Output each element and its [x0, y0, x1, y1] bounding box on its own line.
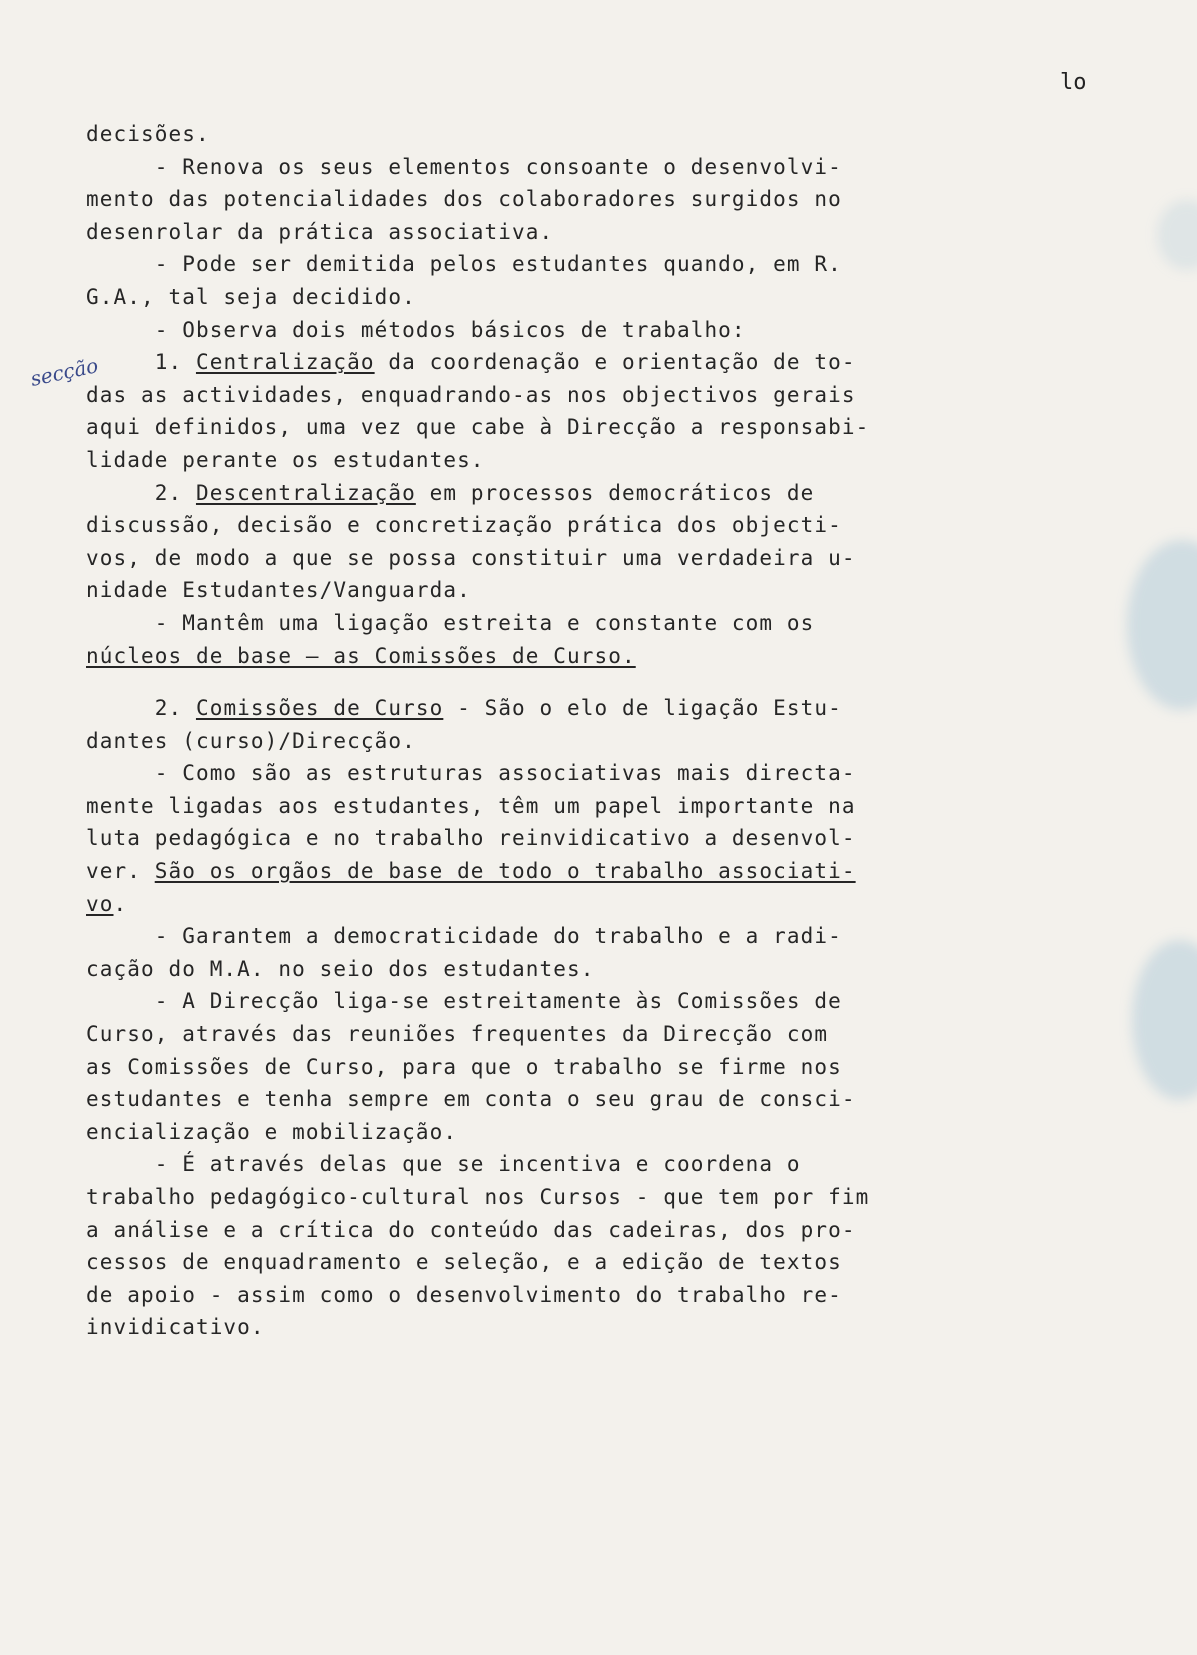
- text-line: [86, 216, 1096, 249]
- text-line: [86, 1181, 1096, 1214]
- text-line: [86, 1116, 1096, 1149]
- water-stain: [1157, 200, 1197, 270]
- line-text: 2.: [86, 480, 196, 505]
- line-text: 1.: [86, 350, 196, 375]
- line-text: .: [113, 891, 128, 916]
- line-text: Curso, através das reuniões frequentes da Direcção com: [86, 1022, 829, 1047]
- text-line: [86, 574, 1096, 607]
- text-line: [86, 953, 1096, 986]
- typewritten-body: [86, 118, 1096, 1344]
- line-text: aqui definidos, uma vez que cabe à Direcção a responsabi-: [86, 415, 870, 440]
- text-line: [86, 607, 1096, 640]
- text-line: [86, 920, 1096, 953]
- text-line: [86, 281, 1096, 314]
- text-line: [86, 314, 1096, 347]
- text-line: [86, 1018, 1096, 1051]
- text-line: [86, 888, 1096, 921]
- line-text: - Pode ser demitida pelos estudantes quando, em R.: [86, 252, 842, 277]
- line-text: as Comissões de Curso, para que o trabalho se firme nos: [86, 1054, 842, 1079]
- line-text: - Como são as estruturas associativas mais directa-: [86, 761, 856, 786]
- text-line: [86, 1311, 1096, 1344]
- underlined-text: Comissões de Curso: [195, 696, 444, 721]
- water-stain: [1132, 940, 1197, 1100]
- paragraph-gap: [86, 672, 1096, 692]
- line-text: em processos democráticos de: [415, 480, 815, 505]
- text-line: [86, 725, 1096, 758]
- text-line: [86, 822, 1096, 855]
- water-stain: [1127, 540, 1197, 710]
- line-text: - A Direcção liga-se estreitamente às Comissões de: [86, 989, 842, 1014]
- text-line: [86, 444, 1096, 477]
- line-text: cação do M.A. no seio dos estudantes.: [86, 956, 595, 981]
- line-text: encialização e mobilização.: [86, 1119, 458, 1144]
- line-text: cessos de enquadramento e seleção, e a edição de textos: [86, 1250, 842, 1275]
- underlined-text: núcleos de base — as Comissões de Curso.: [86, 643, 636, 668]
- line-text: mento das potencialidades dos colaboradores surgidos no: [86, 187, 842, 212]
- text-line: [86, 790, 1096, 823]
- line-text: - Mantêm uma ligação estreita e constante com os: [86, 610, 815, 635]
- line-text: - Garantem a democraticidade do trabalho e a radi-: [86, 924, 842, 949]
- underlined-text: vo: [86, 891, 114, 916]
- underlined-text: Descentralização: [195, 480, 416, 505]
- line-text: G.A., tal seja decidido.: [86, 284, 416, 309]
- text-line: [86, 855, 1096, 888]
- line-text: das as actividades, enquadrando-as nos objectivos gerais: [86, 382, 856, 407]
- text-line: [86, 640, 1096, 673]
- text-line: [86, 692, 1096, 725]
- line-text: trabalho pedagógico-cultural nos Cursos - que tem por fim: [86, 1185, 870, 1209]
- line-text: 2.: [86, 696, 196, 721]
- line-text: - Renova os seus elementos consoante o desenvolvi-: [86, 154, 842, 179]
- underlined-text: Centralização: [195, 350, 375, 375]
- text-line: [86, 757, 1096, 790]
- line-text: luta pedagógica e no trabalho reinvidicativo a desenvol-: [86, 826, 856, 851]
- line-text: estudantes e tenha sempre em conta o seu grau de consci-: [86, 1087, 856, 1112]
- line-text: mente ligadas aos estudantes, têm um papel importante na: [86, 793, 856, 818]
- line-text: - Observa dois métodos básicos de trabalho:: [86, 317, 746, 342]
- line-text: desenrolar da prática associativa.: [86, 219, 554, 244]
- text-line: [86, 985, 1096, 1018]
- text-line: [86, 542, 1096, 575]
- line-text: a análise e a crítica do conteúdo das cadeiras, dos pro-: [86, 1217, 856, 1242]
- text-line: [86, 1214, 1096, 1247]
- text-line: [86, 151, 1096, 184]
- handwritten-note: secção: [28, 353, 101, 391]
- text-line: [86, 183, 1096, 216]
- text-line: [86, 411, 1096, 444]
- text-line: [86, 477, 1096, 510]
- text-line: [86, 346, 1096, 379]
- line-text: discussão, decisão e concretização prática dos objecti-: [86, 513, 842, 538]
- text-line: [86, 1083, 1096, 1116]
- line-text: - São o elo de ligação Estu-: [443, 696, 842, 721]
- line-text: - É através delas que se incentiva e coordena o: [86, 1152, 801, 1177]
- line-text: decisões.: [86, 122, 210, 146]
- page-number: lo: [1060, 70, 1087, 95]
- line-text: invidicativo.: [86, 1315, 265, 1340]
- line-text: vos, de modo a que se possa constituir uma verdadeira u-: [86, 545, 856, 570]
- text-line: [86, 248, 1096, 281]
- text-line: [86, 1246, 1096, 1279]
- text-line: [86, 118, 1096, 151]
- line-text: ver.: [86, 859, 155, 884]
- text-line: [86, 509, 1096, 542]
- text-line: [86, 379, 1096, 412]
- text-line: [86, 1279, 1096, 1312]
- text-line: [86, 1148, 1096, 1181]
- line-text: de apoio - assim como o desenvolvimento do trabalho re-: [86, 1282, 842, 1307]
- text-line: [86, 1051, 1096, 1084]
- line-text: lidade perante os estudantes.: [86, 447, 485, 472]
- line-text: da coordenação e orientação de to-: [374, 350, 856, 375]
- underlined-text: São os orgãos de base de todo o trabalho associati-: [154, 859, 856, 884]
- line-text: nidade Estudantes/Vanguarda.: [86, 578, 471, 603]
- line-text: dantes (curso)/Direcção.: [86, 728, 416, 753]
